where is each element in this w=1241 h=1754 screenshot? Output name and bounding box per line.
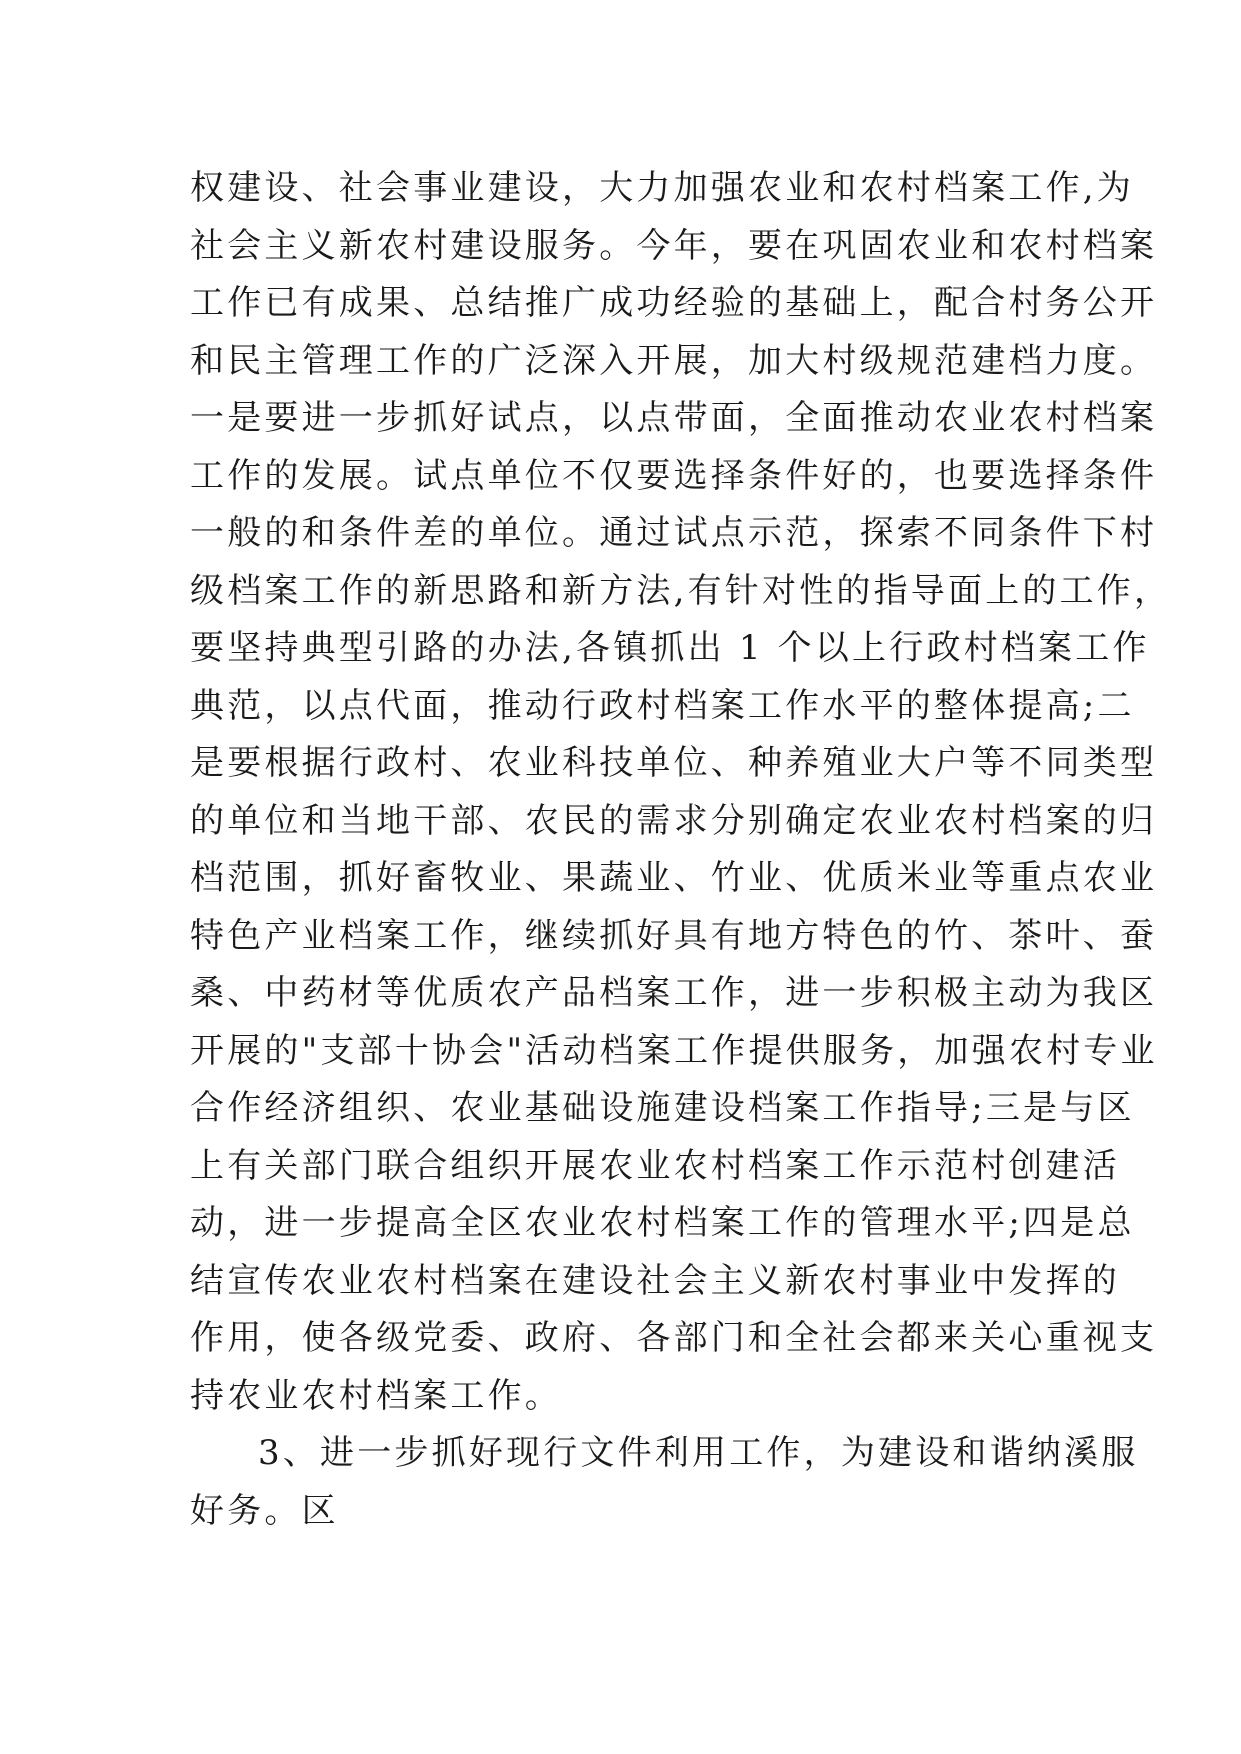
text-line: 作用，使各级党委、政府、各部门和全社会都来关心重视支 xyxy=(190,1318,1158,1358)
text-line: 典范，以点代面，推动行政村档案工作水平的整体提高;二 xyxy=(190,685,1135,726)
text-line: 特色产业档案工作，继续抓好具有地方特色的竹、茶叶、蚕 xyxy=(190,915,1158,956)
text-line: 好务。区 xyxy=(190,1490,339,1531)
text-line: 3、进一步抓好现行文件利用工作，为建设和谐纳溪服 xyxy=(258,1433,1139,1473)
text-line: 工作的发展。试点单位不仅要选择条件好的，也要选择条件 xyxy=(190,455,1158,496)
text-line: 动，进一步提高全区农业农村档案工作的管理水平;四是总 xyxy=(190,1203,1135,1243)
text-line: 桑、中药材等优质农产品档案工作，进一步积极主动为我区 xyxy=(190,973,1158,1013)
text-line: 开展的"支部十协会"活动档案工作提供服务，加强农村专业 xyxy=(190,1030,1158,1071)
text-line: 社会主义新农村建设服务。今年，要在巩固农业和农村档案 xyxy=(190,225,1158,266)
text-line: 一是要进一步抓好试点，以点带面，全面推动农业农村档案 xyxy=(190,398,1158,438)
text-line: 结宣传农业农村档案在建设社会主义新农村事业中发挥的 xyxy=(190,1260,1120,1301)
text-line: 合作经济组织、农业基础设施建设档案工作指导;三是与区 xyxy=(190,1088,1135,1128)
text-line: 是要根据行政村、农业科技单位、种养殖业大户等不同类型 xyxy=(190,743,1158,783)
text-line: 工作已有成果、总结推广成功经验的基础上，配合村务公开 xyxy=(190,283,1158,323)
text-line: 上有关部门联合组织开展农业农村档案工作示范村创建活 xyxy=(190,1145,1120,1186)
text-line: 档范围，抓好畜牧业、果蔬业、竹业、优质米业等重点农业 xyxy=(190,858,1158,898)
paragraph-1 xyxy=(190,160,1172,1425)
text-line: 级档案工作的新思路和新方法,有针对性的指导面上的工作， xyxy=(190,570,1172,611)
text-line: 持农业农村档案工作。 xyxy=(190,1375,562,1416)
body-text xyxy=(190,160,1172,1540)
text-line: 一般的和条件差的单位。通过试点示范，探索不同条件下村 xyxy=(190,513,1158,553)
paragraph-2 xyxy=(190,1425,1139,1540)
text-line: 要坚持典型引路的办法,各镇抓出 1 个以上行政村档案工作 xyxy=(190,628,1150,668)
text-line: 和民主管理工作的广泛深入开展，加大村级规范建档力度。 xyxy=(190,340,1158,381)
text-line: 权建设、社会事业建设，大力加强农业和农村档案工作,为 xyxy=(190,168,1135,208)
text-line: 的单位和当地干部、农民的需求分别确定农业农村档案的归 xyxy=(190,800,1158,841)
